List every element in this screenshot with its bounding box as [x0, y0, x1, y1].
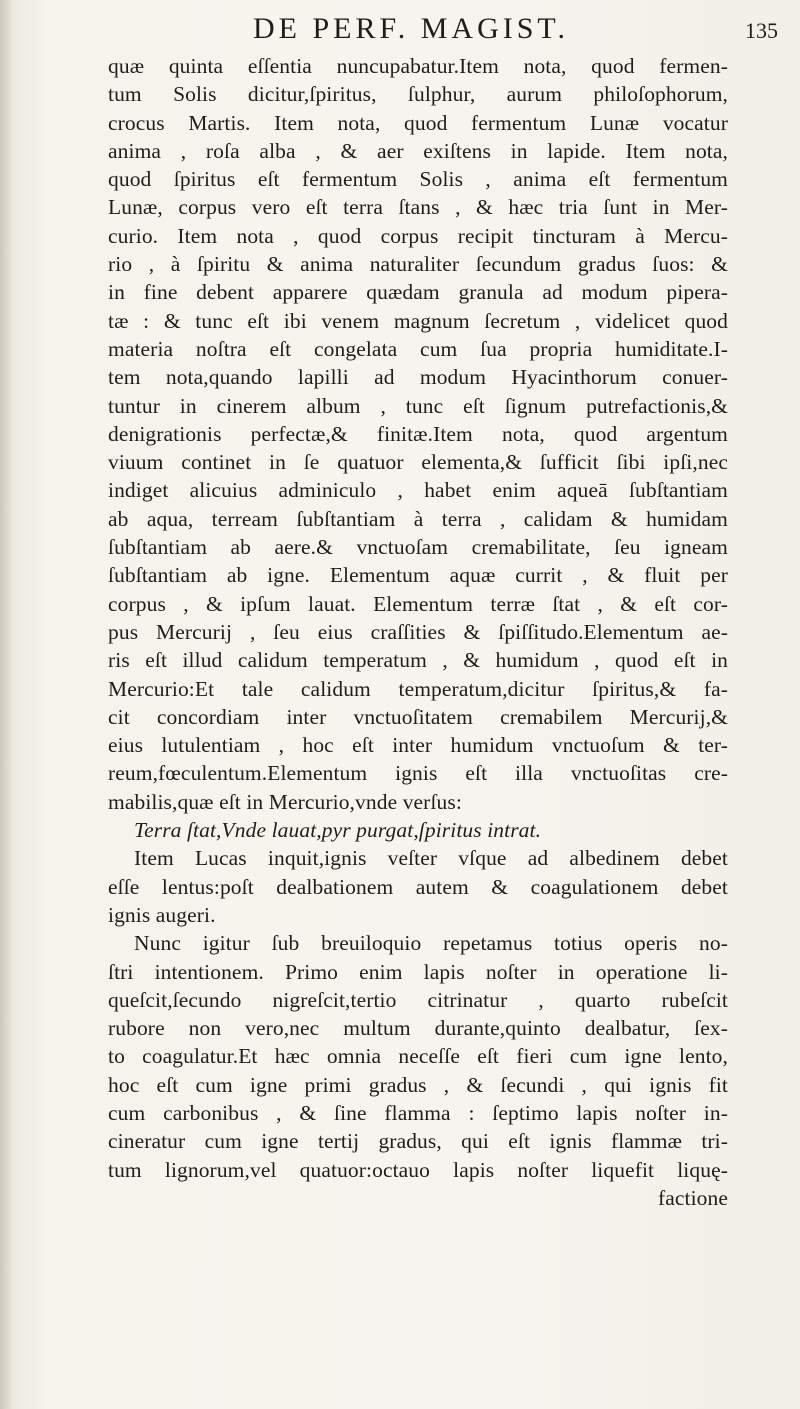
text-line: cit concordiam inter vnctuoſitatem cremabilem Mercurij,&	[108, 704, 728, 729]
text-line: viuum continet in ſe quatuor elementa,& ſufficit ſibi ipſi,nec	[108, 450, 728, 475]
page-number: 135	[745, 18, 778, 43]
binding-shadow	[0, 0, 14, 1409]
catchword: factione	[657, 1185, 728, 1210]
text-line: cum carbonibus , & ſine flamma : ſeptimo lapis noſter in-	[108, 1100, 728, 1125]
text-line: ab aqua, terream ſubſtantiam à terra , calidam & humidam	[108, 506, 728, 531]
text-line: tuntur in cinerem album , tunc eſt ſignum putrefactionis,&	[108, 393, 728, 418]
page-header	[96, 12, 778, 56]
text-line: quod ſpiritus eſt fermentum Solis , anima eſt fermentum	[108, 167, 728, 192]
text-line: ſubſtantiam ab igne. Elementum aquæ currit , & fluit per	[108, 563, 728, 588]
text-line: indiget alicuius adminiculo , habet enim aqueā ſubſtantiam	[108, 478, 728, 503]
text-line: eius lutulentiam , hoc eſt inter humidum vnctuoſum & ter-	[108, 733, 728, 758]
text-line: denigrationis perfectæ,& finitæ.Item nota, quod argentum	[108, 421, 728, 446]
text-line: Mercurio:Et tale calidum temperatum,dicitur ſpiritus,& fa-	[108, 676, 728, 701]
text-line: Nunc igitur ſub breuiloquio repetamus totius operis no-	[134, 931, 728, 956]
text-line: tæ : & tunc eſt ibi venem magnum ſecretum , videlicet quod	[108, 308, 728, 333]
text-line: queſcit,ſecundo nigreſcit,tertio citrinatur , quarto rubeſcit	[108, 987, 728, 1012]
text-line: corpus , & ipſum lauat. Elementum terræ ſtat , & eſt cor-	[108, 591, 728, 616]
text-line: tum lignorum,vel quatuor:octauo lapis noſter liquefit liquę-	[108, 1157, 728, 1182]
text-line: ris eſt illud calidum temperatum , & humidum , quod eſt in	[108, 648, 728, 673]
text-line: Lunæ, corpus vero eſt terra ſtans , & hæc tria ſunt in Mer-	[108, 195, 728, 220]
text-line: ignis augeri.	[108, 902, 216, 927]
text-line: anima , roſa alba , & aer exiſtens in lapide. Item nota,	[108, 138, 728, 163]
verse-line: Terra ſtat,Vnde lauat,pyr purgat,ſpiritus intrat.	[134, 818, 542, 843]
body-text	[108, 52, 728, 1212]
text-line: curio. Item nota , quod corpus recipit tincturam à Mercu-	[108, 223, 728, 248]
text-line: crocus Martis. Item nota, quod fermentum Lunæ vocatur	[108, 110, 728, 135]
text-line: materia noſtra eſt congelata cum ſua propria humiditate.I-	[108, 336, 728, 361]
text-line: pus Mercurij , ſeu eius craſſities & ſpiſſitudo.Elementum ae-	[108, 619, 728, 644]
text-line: mabilis,quæ eſt in Mercurio,vnde verſus:	[108, 789, 462, 814]
text-line: cineratur cum igne tertij gradus, qui eſt ignis flammæ tri-	[108, 1129, 728, 1154]
text-line: tem nota,quando lapilli ad modum Hyacinthorum conuer-	[108, 365, 728, 390]
running-head: DE PERF. MAGIST.	[252, 12, 570, 45]
text-line: rubore non vero,nec multum durante,quinto dealbatur, ſex-	[108, 1016, 728, 1041]
text-line: to coagulatur.Et hæc omnia neceſſe eſt fieri cum igne lento,	[108, 1044, 728, 1069]
text-line: Item Lucas inquit,ignis veſter vſque ad albedinem debet	[134, 846, 728, 871]
text-line: rio , à ſpiritu & anima naturaliter ſecundum gradus ſuos: &	[108, 252, 728, 277]
text-line: hoc eſt cum igne primi gradus , & ſecundi , qui ignis fit	[108, 1072, 728, 1097]
text-line: ſtri intentionem. Primo enim lapis noſter in operatione li-	[108, 959, 728, 984]
text-line: in fine debent apparere quædam granula ad modum pipera-	[108, 280, 728, 305]
text-line: quæ quinta eſſentia nuncupabatur.Item nota, quod fermen-	[108, 54, 728, 78]
text-line: reum,fœculentum.Elementum ignis eſt illa vnctuoſitas cre-	[108, 761, 728, 786]
text-line: tum Solis dicitur,ſpiritus, ſulphur, aurum philoſophorum,	[108, 82, 728, 107]
text-line: eſſe lentus:poſt dealbationem autem & coagulationem debet	[108, 874, 728, 899]
text-line: ſubſtantiam ab aere.& vnctuoſam cremabilitate, ſeu igneam	[108, 535, 728, 560]
